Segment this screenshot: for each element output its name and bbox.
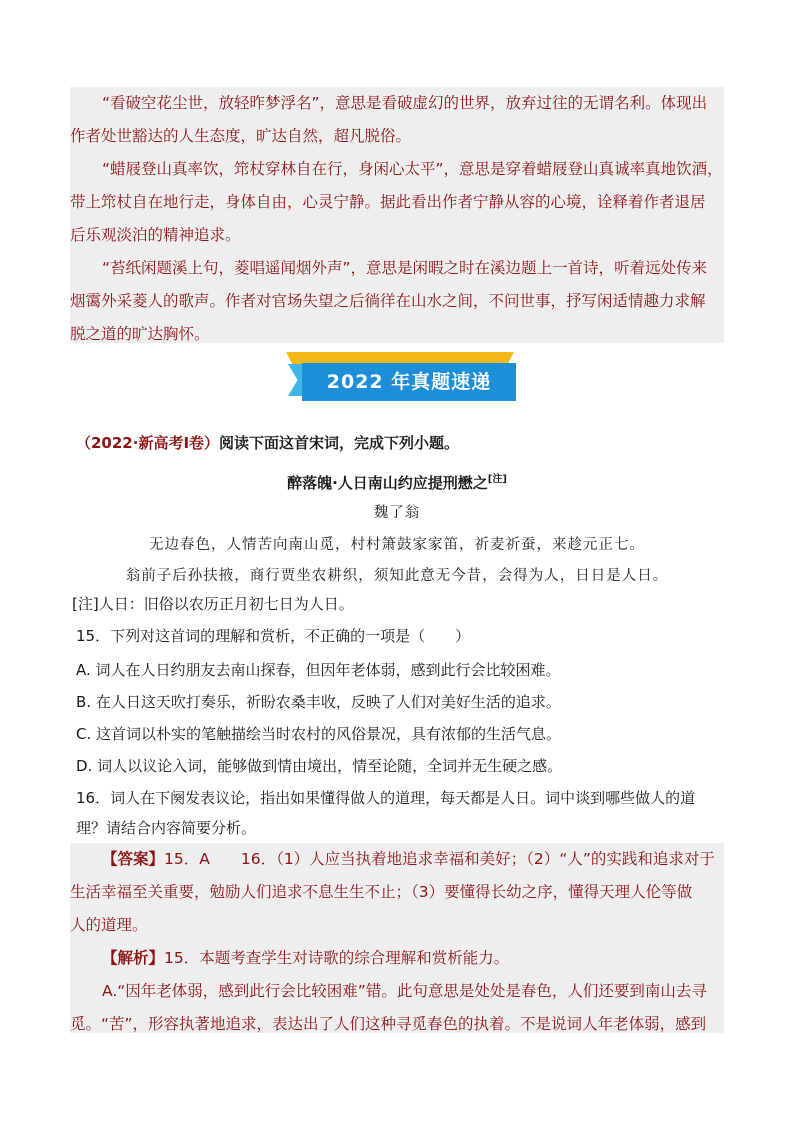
exam-source-tag: （2022·新高考Ⅰ卷） [76, 434, 220, 452]
answer-label: 【答案】 [102, 850, 165, 868]
poem-author: 魏了翁 [373, 505, 421, 521]
para-kanpo-line1: “看破空花尘世，放轻昨梦浮名”，意思是看破虚幻的世界，放弃过往的无谓名利。体现出 [102, 94, 708, 112]
para-laji-line1: “蜡屐登山真率饮，筇杖穿林自在行，身闲心太平”，意思是穿着蜡屐登山真诚率真地饮酒， [102, 160, 723, 178]
q16-line-2: 理？请结合内容简要分析。 [76, 819, 257, 837]
answer-analysis-block [70, 843, 724, 1033]
poem-line-1: 无边春色，人情苦向南山觅，村村箫鼓家家笛，祈麦祈蚕，来趁元正七。 [149, 537, 645, 553]
analysis-text-1: 15．本题考查学生对诗歌的综合理解和赏析能力。 [164, 949, 510, 967]
analysis-label: 【解析】 [102, 949, 165, 967]
poem-footnote: [注]人日：旧俗以农历正月初七日为人日。 [72, 595, 354, 613]
answer-text-1: 15．A 16．（1）人应当执着地追求幸福和美好；（2）“人”的实践和追求对于 [164, 850, 715, 868]
analysis-a-line-2: 觅。“苦”，形容执著地追求，表达出了人们这种寻觅春色的执着。不是说词人年老体弱，感到 [70, 1015, 707, 1033]
section-banner [286, 352, 516, 402]
q15-option-b: B. 在人日这天吹打奏乐，祈盼农桑丰收，反映了人们对美好生活的追求。 [76, 693, 561, 711]
analysis-line-1 [70, 942, 724, 975]
q15-option-a: A. 词人在人日约朋友去南山探春，但因年老体弱，感到此行会比较困难。 [76, 661, 561, 679]
para-laji-line3: 后乐观淡泊的精神追求。 [70, 226, 241, 244]
para-taizhi-line2: 烟霭外采菱人的歌声。作者对官场失望之后徜徉在山水之间，不问世事，抒写闲适情趣力求解 [70, 292, 706, 310]
analysis-a-line-1: A.“因年老体弱，感到此行会比较困难”错。此句意思是处处是春色，人们还要到南山去寻 [102, 982, 707, 1000]
q15-option-c: C. 这首词以朴实的笔触描绘当时农村的风俗景况，具有浓郁的生活气息。 [76, 725, 562, 743]
para-taizhi-line1: “苔纸闲题溪上句，菱唱遥闻烟外声”，意思是闲暇之时在溪边题上一首诗，听着远处传来 [102, 259, 708, 277]
q16-line-1: 16．词人在下阕发表议论，指出如果懂得做人的道理，每天都是人日。词中谈到哪些做人的道 [76, 789, 696, 807]
banner-title: 2022 年真题速递 [326, 371, 492, 393]
para-taizhi-line3: 脱之道的旷达胸怀。 [70, 325, 210, 343]
analysis-block-top [70, 87, 724, 343]
poem-title [70, 470, 724, 493]
q15-stem: 15．下列对这首词的理解和赏析，不正确的一项是（ ） [76, 627, 471, 645]
poem-title-text: 醉落魄·人日南山约应提刑懋之 [287, 474, 488, 492]
poem-line-2: 翁前子后孙扶掖，商行贾坐农耕织，须知此意无今昔，会得为人，日日是人日。 [125, 568, 669, 584]
question-source [76, 433, 736, 453]
para-laji-line2: 带上筇杖自在地行走，身体自由，心灵宁静。据此看出作者宁静从容的心境，诠释着作者退居 [70, 193, 706, 211]
reading-instruction: 阅读下面这首宋词，完成下列小题。 [219, 434, 460, 452]
q15-option-d: D. 词人以议论入词，能够做到情由境出，情至论随，全词并无生硬之感。 [76, 757, 563, 775]
answer-line-2: 生活幸福至关重要，勉励人们追求不息生生不止；（3）要懂得长幼之序，懂得天理人伦等做 [70, 883, 693, 901]
answer-line-1 [70, 843, 724, 876]
para-kanpo-line2: 作者处世豁达的人生态度，旷达自然，超凡脱俗。 [70, 127, 412, 145]
poem-note-mark: [注] [487, 474, 507, 485]
answer-line-3: 人的道理。 [70, 916, 148, 934]
